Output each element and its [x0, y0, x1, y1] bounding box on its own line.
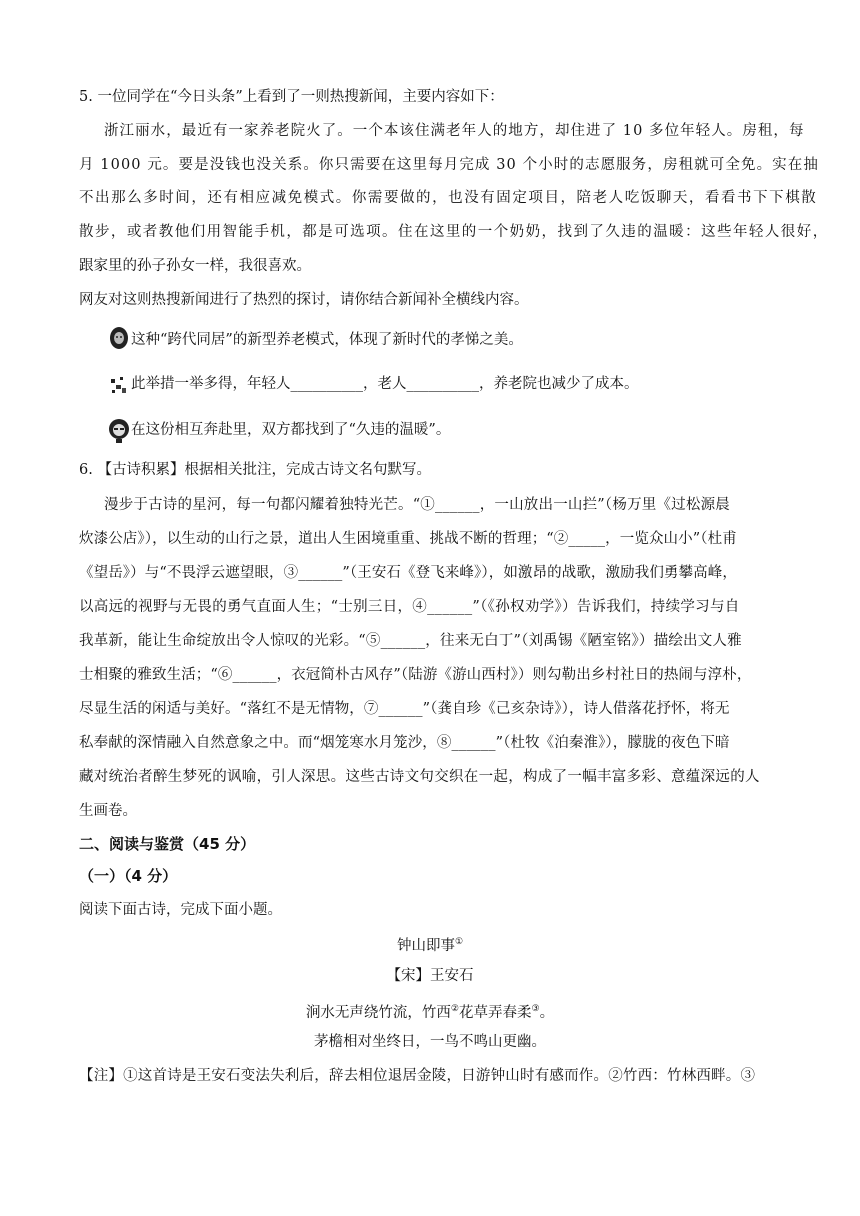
q6-line-4: 以高远的视野与无畏的勇气直面人生；“士别三日，④______”（《孙权劝学》）告诉我们，持续学习与自 — [79, 599, 740, 615]
news-line-3: 不出那么多时间，还有相应减免模式。你需要做的，也没有固定项目，陪老人吃饭聊天，看看书下下棋散 — [79, 190, 818, 206]
user-avatar-icon — [108, 373, 130, 399]
comment-2: 此举措一举多得，年轻人__________，老人__________，养老院也减少了成本。 — [131, 376, 639, 392]
poem-line-1-part-b: 花草弄春柔 — [459, 1004, 532, 1021]
user-avatar-icon — [108, 417, 130, 443]
news-line-2: 月 1000 元。要是没钱也没关系。你只需要在这里每月完成 30 个小时的志愿服务，房租就可全免。实在抽 — [79, 157, 819, 173]
poem-title — [0, 932, 860, 956]
news-line-4: 散步，或者教他们用智能手机，都是可选项。住在这里的一个奶奶，找到了久违的温暖：这些年轻人很好， — [79, 224, 829, 240]
q6-title: 6. 【古诗积累】根据相关批注，完成古诗文名句默写。 — [79, 462, 431, 478]
poem-line-1 — [0, 999, 860, 1023]
note-mark-2: ② — [450, 1004, 459, 1014]
q6-line-9: 藏对统治者醉生梦死的讽喻，引人深思。这些古诗文句交织在一起，构成了一幅丰富多彩、意蕴深远的人 — [79, 769, 760, 785]
q6-line-10: 生画卷。 — [79, 803, 137, 819]
comment-3: 在这份相互奔赴里，双方都找到了“久违的温暖”。 — [131, 422, 451, 438]
q6-line-3: 《望岳》）与“不畏浮云遮望眼，③______”（王安石《登飞来峰》），如激昂的战歌，激励我们勇攀高峰， — [79, 565, 737, 581]
poem-title-text: 钟山即事 — [396, 937, 455, 954]
q5-prompt: 网友对这则热搜新闻进行了热烈的探讨，请你结合新闻补全横线内容。 — [79, 292, 529, 308]
poem-line-1-part-a: 涧水无声绕竹流，竹西 — [305, 1004, 451, 1021]
comment-1: 这种“跨代同居”的新型养老模式，体现了新时代的孝悌之美。 — [131, 332, 523, 348]
poem-title-note-mark: ① — [454, 937, 464, 947]
news-line-5: 跟家里的孙子孙女一样，我很喜欢。 — [79, 258, 311, 274]
subsection-heading: （一）（4 分） — [79, 867, 178, 885]
user-avatar-icon — [108, 326, 130, 352]
q6-line-2: 炊漆公店》），以生动的山行之景，道出人生困境重重、挑战不断的哲理；“②_____，一览众山小”（杜甫 — [79, 531, 737, 547]
poem-author: 【宋】王安石 — [386, 968, 474, 984]
q5-title: 5. 一位同学在“今日头条”上看到了一则热搜新闻，主要内容如下： — [79, 89, 504, 105]
poem-line-1-part-c: 。 — [539, 1004, 555, 1021]
reading-instruction: 阅读下面古诗，完成下面小题。 — [79, 902, 282, 918]
q6-line-8: 私奉献的深情融入自然意象之中。而“烟笼寒水月笼沙，⑧______”（杜牧《泊秦淮》），朦胧的夜色下暗 — [79, 735, 730, 751]
poem-note: 【注】①这首诗是王安石变法失利后，辞去相位退居金陵，日游钟山时有感而作。②竹西：竹林西畔。③ — [79, 1068, 756, 1084]
q6-line-5: 我革新，能让生命绽放出令人惊叹的光彩。“⑤______，往来无白丁”（刘禹锡《陋室铭》）描绘出文人雅 — [79, 633, 742, 649]
note-mark-3: ③ — [531, 1004, 540, 1014]
news-line-1: 浙江丽水，最近有一家养老院火了。一个本该住满老年人的地方，却住进了 10 多位年轻人。房租，每 — [104, 123, 805, 139]
q6-line-1: 漫步于古诗的星河，每一句都闪耀着独特光芒。“①______，一山放出一山拦”（杨万里《过松源晨 — [104, 497, 730, 513]
q6-line-7: 尽显生活的闲适与美好。“落红不是无情物，⑦______”（龚自珍《己亥杂诗》），诗人借落花抒怀，将无 — [79, 701, 730, 717]
poem-line-2: 茅檐相对坐终日，一鸟不鸣山更幽。 — [314, 1034, 546, 1050]
q6-line-6: 士相聚的雅致生活；“⑥______，衣冠简朴古风存”（陆游《游山西村》）则勾勒出乡村社日的热闹与淳朴， — [79, 667, 752, 683]
section-heading: 二、阅读与鉴赏（45 分） — [79, 835, 256, 853]
